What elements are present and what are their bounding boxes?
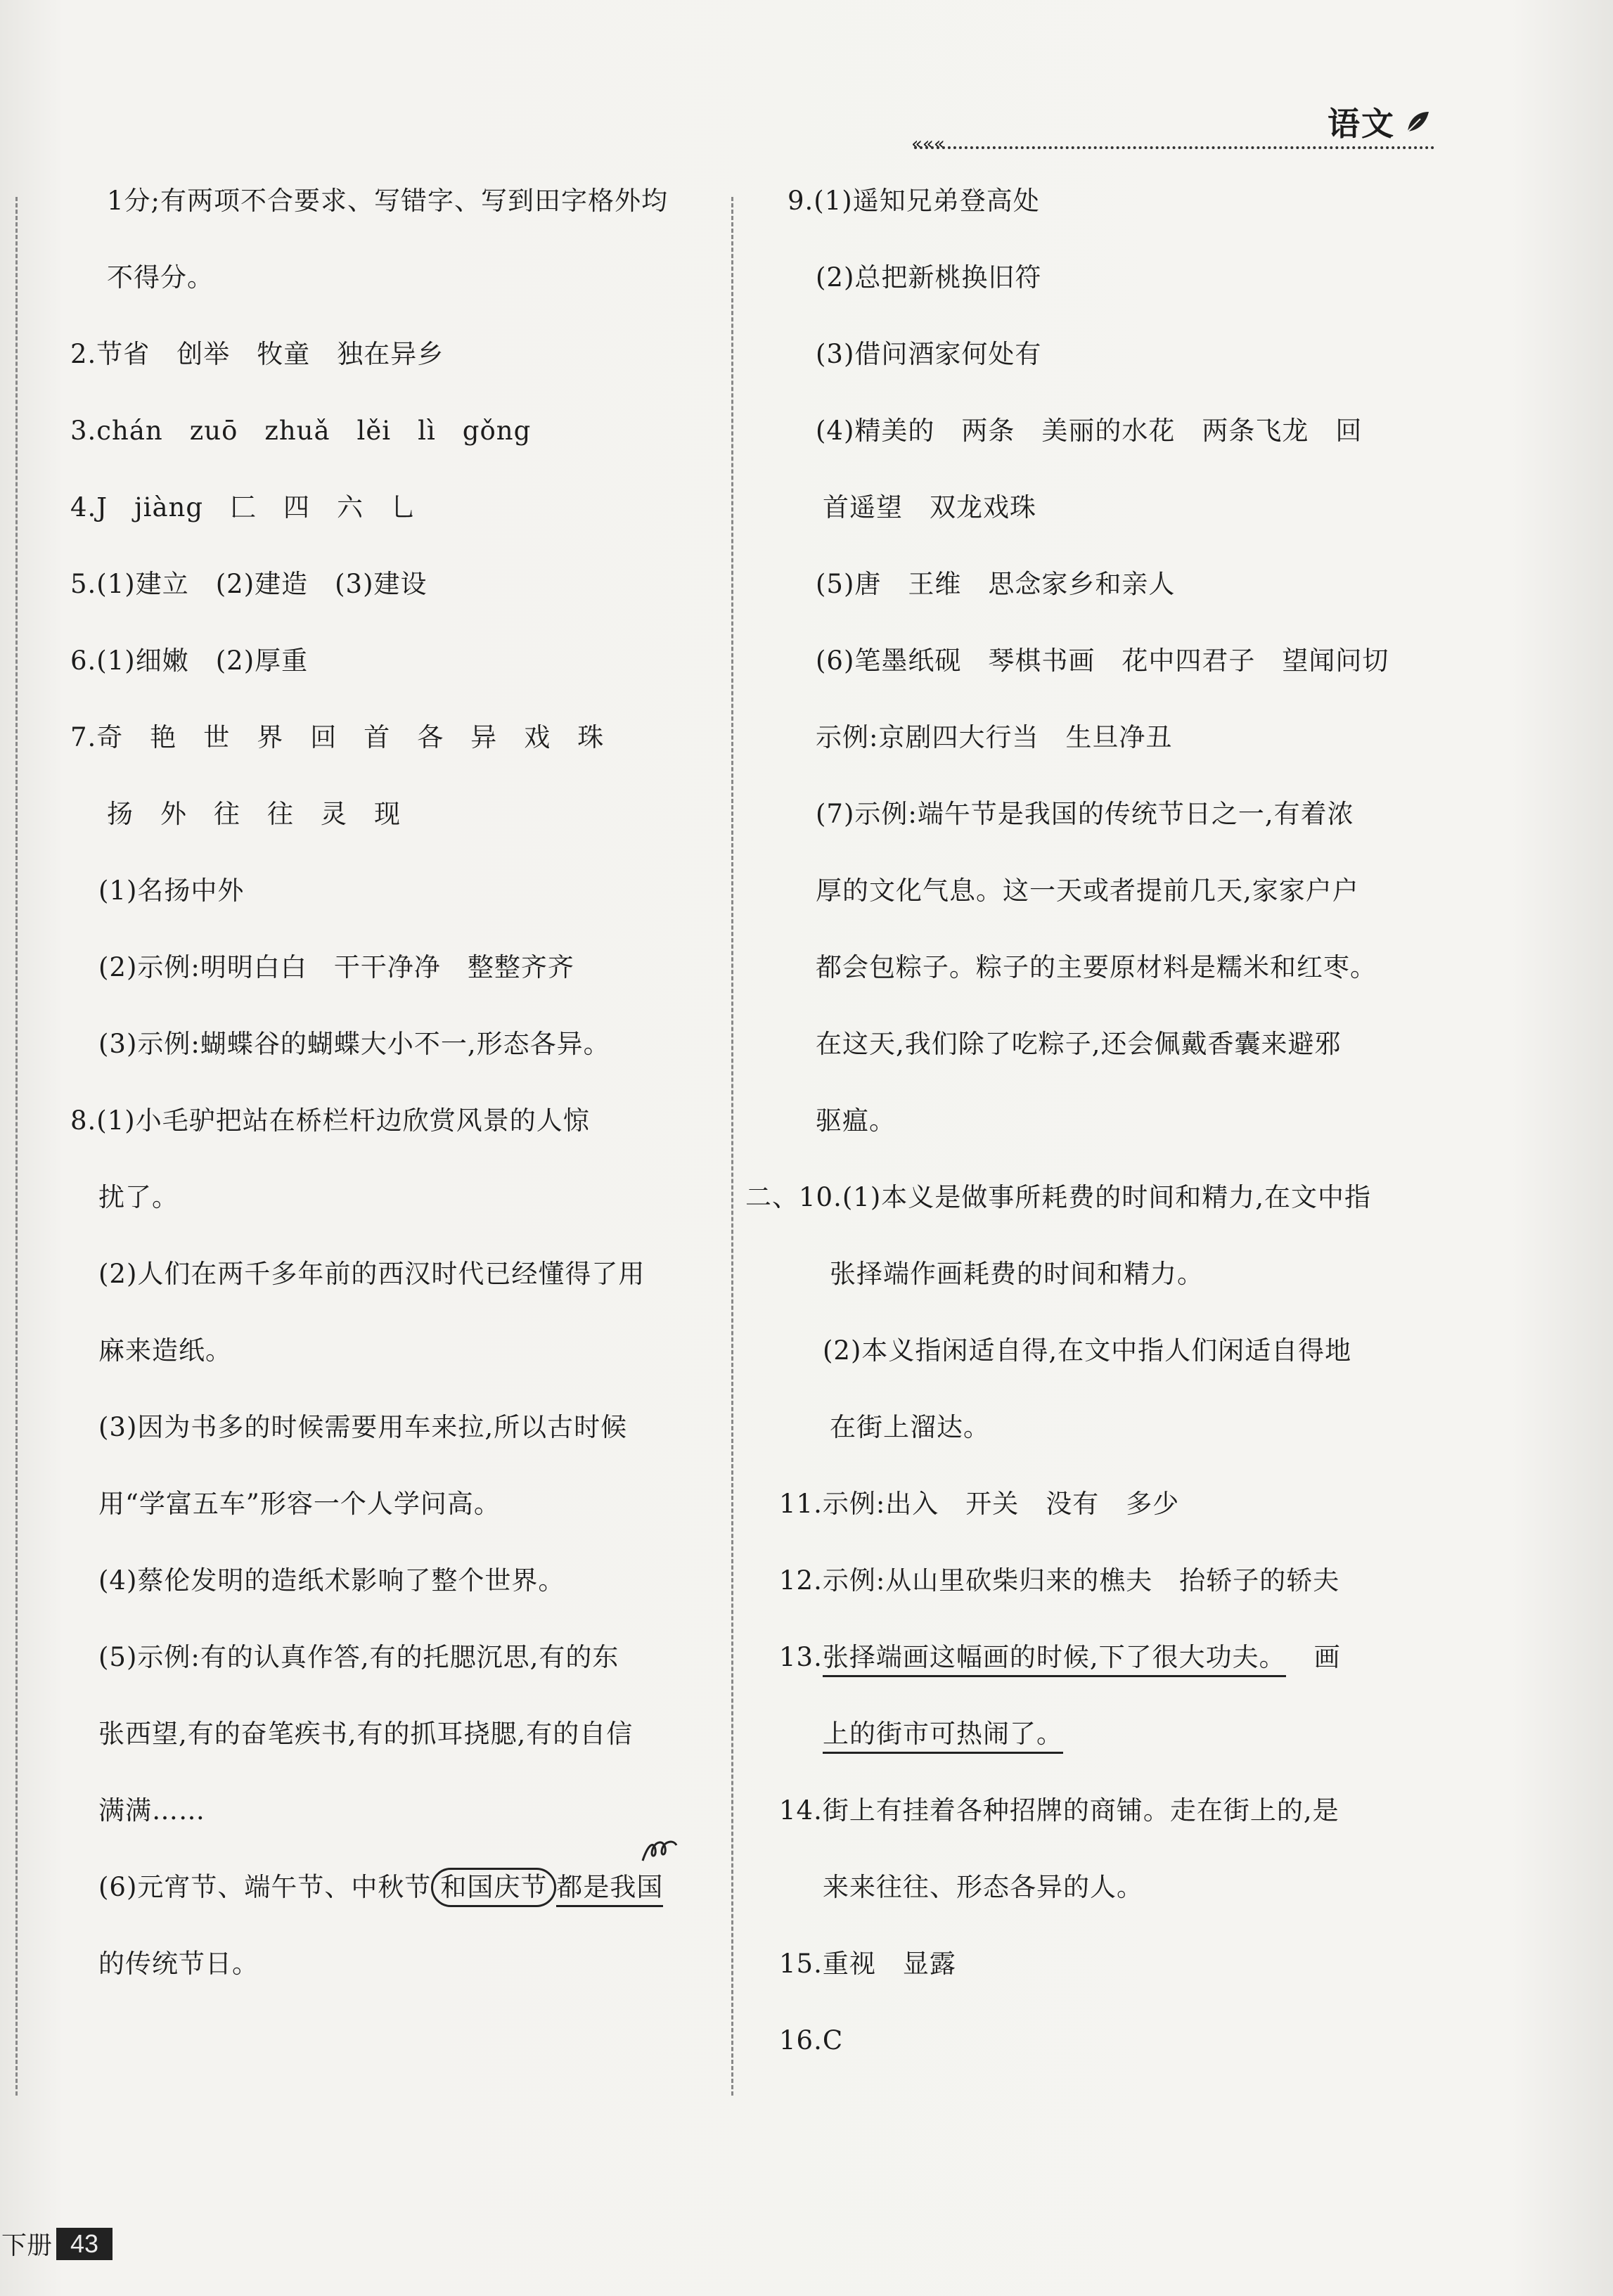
handwritten-mark-icon [640, 1837, 682, 1865]
answer-line: 4.J jiàng 匚 四 六 乚 [70, 492, 418, 522]
answer-line: (5)示例:有的认真作答,有的托腮沉思,有的东 [98, 1642, 619, 1672]
answer-line: (2)总把新桃换旧符 [816, 262, 1042, 293]
answer-line: 来来往往、形态各异的人。 [823, 1872, 1143, 1902]
answer-line: 2.节省 创举 牧童 独在异乡 [70, 339, 444, 369]
answer-line: (3)借问酒家何处有 [816, 339, 1042, 369]
answer-line: (3)因为书多的时候需要用车来拉,所以古时候 [98, 1412, 628, 1442]
answer-line: (3)示例:蝴蝶谷的蝴蝶大小不一,形态各异。 [98, 1029, 610, 1059]
answer-line: 扬 外 往 往 灵 现 [107, 799, 401, 829]
answer-line: 16.C [779, 2025, 844, 2056]
answer-line: 不得分。 [107, 262, 214, 293]
answer-line-item6 [98, 1868, 663, 1907]
underlined-sentence: 张择端画这幅画的时候,下了很大功夫。 [823, 1642, 1286, 1677]
page-number: 43 [56, 2228, 113, 2260]
answer-line: (4)精美的 两条 美丽的水花 两条飞龙 回 [816, 416, 1363, 446]
item13-continuation: 画 [1313, 1642, 1341, 1672]
answer-line: 张西望,有的奋笔疾书,有的抓耳挠腮,有的自信 [98, 1719, 634, 1749]
volume-label: 下册 [1, 2231, 53, 2260]
answer-line: 1分;有两项不合要求、写错字、写到田字格外均 [107, 186, 669, 216]
answer-line: (4)蔡伦发明的造纸术影响了整个世界。 [98, 1565, 565, 1596]
arrows-icon: ««« [911, 134, 945, 155]
answer-line: 的传统节日。 [98, 1949, 259, 1979]
column-divider [731, 197, 733, 2096]
answer-line: 驱瘟。 [816, 1105, 896, 1136]
answer-line: (2)示例:明明白白 干干净净 整整齐齐 [98, 952, 574, 982]
answer-line: 用“学富五车”形容一个人学问高。 [98, 1489, 501, 1519]
item6-text-after: 都是我国 [556, 1872, 663, 1907]
answer-line: 满满…… [98, 1795, 205, 1826]
answer-line: 扰了。 [98, 1182, 179, 1212]
answer-line: (1)名扬中外 [98, 876, 245, 906]
answer-line: 厚的文化气息。这一天或者提前几天,家家户户 [816, 876, 1359, 906]
page-footer [0, 2226, 113, 2262]
answer-line: 8.(1)小毛驴把站在桥栏杆边欣赏风景的人惊 [70, 1105, 590, 1136]
answer-line: 在这天,我们除了吃粽子,还会佩戴香囊来避邪 [816, 1029, 1342, 1059]
answer-line: 9.(1)遥知兄弟登高处 [788, 186, 1040, 216]
answer-line: 14.街上有挂着各种招牌的商铺。走在街上的,是 [779, 1795, 1339, 1826]
item13-number: 13. [779, 1642, 823, 1672]
answer-line: (2)本义指闲适自得,在文中指人们闲适自得地 [823, 1335, 1352, 1366]
answer-line: 首遥望 双龙戏珠 [823, 492, 1036, 522]
answer-line: 15.重视 显露 [779, 1949, 956, 1979]
answer-line: 3.chán zuō zhuǎ lěi lì gǒng [70, 416, 532, 446]
item6-text-before: (6)元宵节、端午节、中秋节 [98, 1872, 432, 1902]
answer-line: (6)笔墨纸砚 琴棋书画 花中四君子 望闻问切 [816, 646, 1389, 676]
page-header [1328, 98, 1430, 145]
answer-line: 麻来造纸。 [98, 1335, 232, 1366]
left-margin-divider [15, 197, 18, 2096]
leaf-icon [1405, 109, 1430, 134]
header-divider [914, 146, 1434, 149]
underlined-sentence: 上的街市可热闹了。 [823, 1719, 1063, 1754]
answer-line: (5)唐 王维 思念家乡和亲人 [816, 569, 1176, 599]
answer-line: 11.示例:出入 开关 没有 多少 [779, 1489, 1180, 1519]
answer-line: 张择端作画耗费的时间和精力。 [830, 1259, 1204, 1289]
answer-line: 在街上溜达。 [830, 1412, 990, 1442]
answer-line: 6.(1)细嫩 (2)厚重 [70, 646, 309, 676]
answer-line: (7)示例:端午节是我国的传统节日之一,有着浓 [816, 799, 1354, 829]
answer-line: 都会包粽子。粽子的主要原材料是糯米和红枣。 [816, 952, 1377, 982]
answer-line-item13b [823, 1714, 1063, 1754]
answer-line: 7.奇 艳 世 界 回 首 各 异 戏 珠 [70, 722, 605, 752]
answer-line: (2)人们在两千多年前的西汉时代已经懂得了用 [98, 1259, 645, 1289]
subject-title: 语文 [1328, 105, 1395, 143]
answer-line: 5.(1)建立 (2)建造 (3)建设 [70, 569, 428, 599]
answer-line: 12.示例:从山里砍柴归来的樵夫 抬轿子的轿夫 [779, 1565, 1340, 1596]
answer-line-item13 [779, 1638, 1341, 1677]
section-two-line: 二、10.(1)本义是做事所耗费的时间和精力,在文中指 [745, 1182, 1372, 1212]
circled-correction: 和国庆节 [431, 1868, 556, 1907]
answer-line: 示例:京剧四大行当 生旦净丑 [816, 722, 1173, 752]
